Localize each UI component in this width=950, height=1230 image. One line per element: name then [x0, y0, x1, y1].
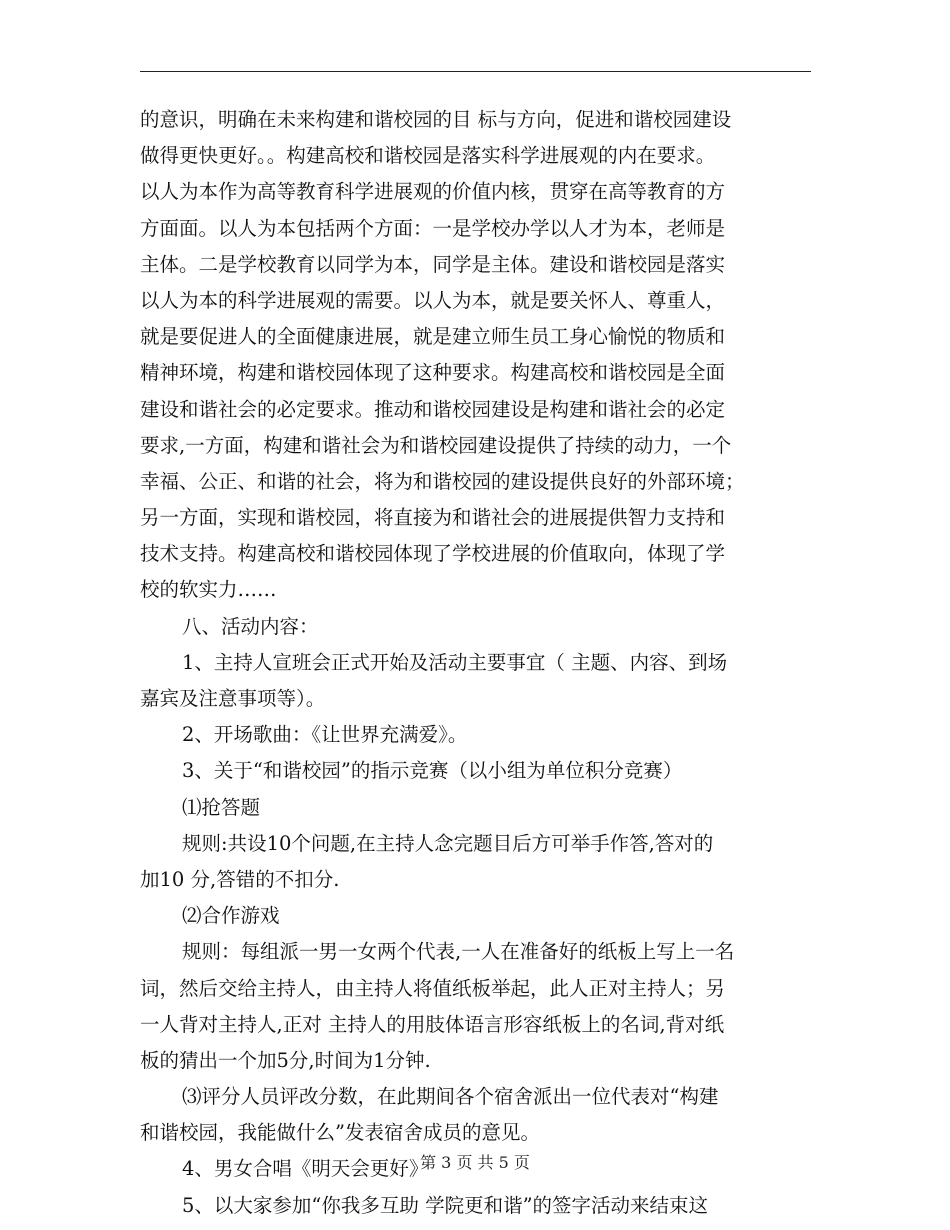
list-item: 3、关于“和谐校园”的指示竞赛（以小组为单位积分竞赛）: [182, 759, 683, 783]
sub-item: ⑴抢答题: [182, 795, 261, 819]
text-line: 要求,一方面，构建和谐社会为和谐校园建设提供了持续的动力，一个: [140, 433, 732, 457]
section-heading: 八、活动内容：: [182, 614, 319, 638]
list-item: 4、男女合唱《明天会更好》: [182, 1157, 429, 1181]
text-line: 幸福、公正、和谐的社会，将为和谐校园的建设提供良好的外部环境；: [140, 469, 745, 493]
text-line: 加10 分,答错的不扣分.: [140, 867, 340, 891]
list-item: 5、以大家参加“你我多互助 学院更和谐”的签字活动来结束这: [182, 1193, 709, 1217]
text-line: 以人为本的科学进展观的需要。以人为本，就是要关怀人、尊重人，: [140, 288, 726, 312]
text-line: 板的猜出一个加5分,时间为1分钟.: [140, 1048, 431, 1072]
list-item: 1、主持人宣班会正式开始及活动主要事宜（ 主题、内容、到场: [182, 650, 728, 674]
text-line: 主体。二是学校教育以同学为本，同学是主体。建设和谐校园是落实: [140, 252, 726, 276]
text-line: 的意识，明确在未来构建和谐校园的目 标与方向，促进和谐校园建设: [140, 108, 732, 131]
list-item: 2、开场歌曲：《让世界充满爱》。: [182, 723, 468, 747]
text-line: 做得更快更好。。构建高校和谐校园是落实科学进展观的内在要求。: [140, 144, 716, 168]
text-line: 建设和谐社会的必定要求。推动和谐校园建设是构建和谐社会的必定: [140, 397, 726, 421]
sub-item: ⑶评分人员评改分数，在此期间各个宿舍派出一位代表对“构建: [182, 1085, 719, 1109]
text-line: 以人为本作为高等教育科学进展观的价值内核，贯穿在高等教育的方: [140, 180, 726, 204]
text-line: 另一方面，实现和谐校园，将直接为和谐社会的进展提供智力支持和: [140, 506, 726, 530]
text-line: 技术支持。构建高校和谐校园体现了学校进展的价值取向，体现了学: [140, 542, 726, 566]
text-line: 一人背对主持人,正对 主持人的用肢体语言形容纸板上的名词,背对纸: [140, 1012, 725, 1036]
text-line: 词，然后交给主持人，由主持人将值纸板举起，此人正对主持人；另: [140, 976, 726, 1000]
text-line: 精神环境，构建和谐校园体现了这种要求。构建高校和谐校园是全面: [140, 361, 726, 385]
text-line: 就是要促进人的全面健康进展，就是建立师生员工身心愉悦的物质和: [140, 325, 726, 349]
header-rule: [140, 71, 811, 72]
document-body: [140, 102, 811, 1224]
text-line: 嘉宾及注意事项等）。: [140, 687, 326, 710]
rule-text: 规则:共设10个问题,在主持人念完题目后方可举手作答,答对的: [182, 831, 714, 855]
text-line: 方面面。以人为本包括两个方面：一是学校办学以人才为本，老师是: [140, 216, 726, 240]
sub-item: ⑵合作游戏: [182, 904, 280, 928]
text-line: 校的软实力……: [140, 578, 277, 602]
text-line: 和谐校园，我能做什么”发表宿舍成员的意见。: [140, 1121, 540, 1145]
page-number-footer: 第 3 页 共 5 页: [420, 1153, 530, 1172]
rule-text: 规则：每组派一男一女两个代表,一人在准备好的纸板上写上一名: [182, 940, 735, 964]
